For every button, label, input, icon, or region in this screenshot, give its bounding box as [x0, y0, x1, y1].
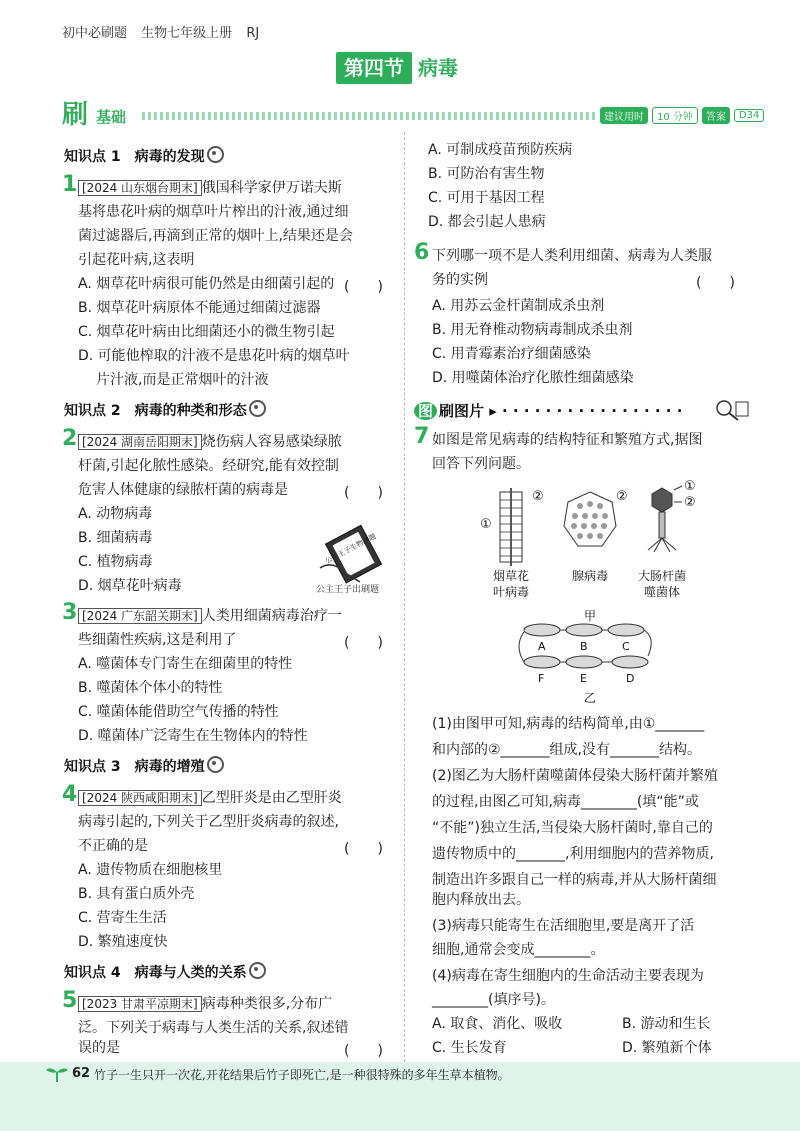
q1-option-c: C. 烟草花叶病由比细菌还小的微生物引起: [78, 324, 335, 340]
q7-sub2-line4: 遗传物质中的_______,利用细胞内的营养物质,: [432, 846, 714, 862]
q7-sub1-line2: 和内部的②_______组成,没有_______结构。: [432, 742, 702, 758]
edition: RJ: [246, 26, 260, 41]
q6-answer-blank: ( ): [696, 275, 735, 291]
q6-number: 6: [414, 240, 430, 265]
figure-jia-label: 甲: [583, 609, 597, 623]
virus-figure: [470, 478, 730, 710]
q7-sub2-line3: “不能”)独立生活,当侵染大肠杆菌时,靠自己的: [432, 820, 713, 836]
section-title: [336, 52, 464, 84]
q7-sub2-line2: 的过程,由图乙可知,病毒________(填“能”或: [432, 794, 699, 810]
shua-logo: 刷: [62, 100, 89, 130]
q3-option-c: C. 噬菌体能借助空气传播的特性: [78, 704, 279, 720]
phage-head: [652, 488, 672, 512]
q6-option-d: D. 用噬菌体治疗化脓性细菌感染: [432, 370, 634, 386]
q1-source: [2024 山东烟台期末]: [78, 180, 202, 196]
picture-section-tag: 图 刷图片 ▸ · · · · · · · · · · · · · · · · ·: [414, 400, 682, 421]
stage-f: F: [538, 672, 545, 685]
answer-label: 答案: [702, 107, 730, 124]
answer-page: D34: [734, 109, 764, 122]
q2-number: 2: [62, 426, 78, 451]
time-box: [600, 107, 764, 124]
q6-line2: 务的实例: [432, 272, 488, 288]
q6-option-c: C. 用青霉素治疗细菌感染: [432, 346, 591, 362]
q3-line1: 人类用细菌病毒治疗一: [201, 608, 342, 624]
q4-number: 4: [62, 782, 78, 807]
page-number: 62: [72, 1066, 91, 1081]
q4-option-d: D. 繁殖速度快: [78, 934, 168, 950]
q2-line1: 烧伤病人容易感染绿脓: [201, 434, 342, 450]
q1-option-b: B. 烟草花叶病原体不能通过细菌过滤器: [78, 300, 321, 316]
q7-sub4-line1: (4)病毒在寄生细胞内的生命活动主要表现为: [432, 968, 704, 984]
q2-option-c: C. 植物病毒: [78, 554, 153, 570]
brush-book-illustration: [314, 520, 396, 590]
q7-option-c: C. 生长发育: [432, 1040, 507, 1056]
q7-option-b: B. 游动和生长: [622, 1016, 711, 1032]
q4-source: [2024 陕西咸阳期末]: [78, 790, 202, 806]
q7-sub2-line5: 制造出许多跟自己一样的病毒,并从大肠杆菌细: [432, 872, 717, 888]
figure-yi-label: 乙: [583, 691, 597, 705]
q5-option-c: C. 可用于基因工程: [428, 190, 545, 206]
q1-line1: 俄国科学家伊万诺夫斯: [201, 180, 342, 196]
q5-option-d: D. 都会引起人患病: [428, 214, 546, 230]
running-header: [62, 22, 269, 41]
knowledge-point-3: 知识点 3 病毒的增殖: [64, 756, 224, 776]
q7-line1: 如图是常见病毒的结构特征和繁殖方式,据图: [432, 432, 703, 448]
q1-answer-blank: ( ): [344, 279, 383, 295]
time-label: 建议用时: [600, 107, 648, 124]
q3-number: 3: [62, 600, 78, 625]
q3-option-a: A. 噬菌体专门寄生在细菌里的特性: [78, 656, 293, 672]
target-icon: [207, 146, 224, 163]
q5-line3: 误的是: [78, 1040, 120, 1056]
sprout-icon: [44, 1062, 70, 1084]
phage-label-1: ①: [684, 479, 696, 494]
q5-option-a: A. 可制成疫苗预防疾病: [428, 142, 573, 158]
target-icon: [207, 756, 224, 773]
illustration-book-title: 公主王子生物刷题: [324, 532, 378, 566]
q2-option-a: A. 动物病毒: [78, 506, 153, 522]
stage-b: B: [580, 640, 588, 653]
stage-a: A: [538, 640, 546, 653]
q1-line4: 引起花叶病,这表明: [78, 252, 195, 268]
knowledge-point-4: 知识点 4 病毒与人类的关系: [64, 962, 266, 982]
book-name: 初中必刷题: [62, 26, 128, 41]
q1-option-a: A. 烟草花叶病很可能仍然是由细菌引起的: [78, 276, 335, 292]
q7-sub2-line1: (2)图乙为大肠杆菌噬菌体侵染大肠杆菌并繁殖: [432, 768, 718, 784]
q1-option-d2: 片汁液,而是正常烟叶的汁液: [96, 372, 269, 388]
column-divider: [404, 132, 405, 1062]
q7-sub2-line6: 胞内释放出去。: [432, 892, 530, 908]
q4-option-c: C. 营寄生生活: [78, 910, 167, 926]
q3-source: [2024 广东韶关期末]: [78, 608, 202, 624]
q7-option-d: D. 繁殖新个体: [622, 1040, 712, 1056]
footer-motto: 竹子一生只开一次花,开花结果后竹子即死亡,是一种很特殊的多年生草本植物。: [94, 1068, 510, 1082]
tmv-label-2: ②: [532, 489, 544, 504]
stage-d: D: [626, 672, 635, 685]
adeno-caption: 腺病毒: [571, 569, 609, 583]
picture-badge: 图: [414, 402, 437, 420]
q2-line2: 杆菌,引起化脓性感染。经研究,能有效控制: [78, 458, 339, 474]
phage-label-2: ②: [684, 495, 696, 510]
q6-option-b: B. 用无脊椎动物病毒制成杀虫剂: [432, 322, 633, 338]
section-name: 病毒: [418, 56, 458, 80]
time-value: 10 分钟: [652, 107, 698, 124]
q5-option-b: B. 可防治有害生物: [428, 166, 545, 182]
q4-answer-blank: ( ): [344, 841, 383, 857]
adeno-label-2: ②: [616, 489, 628, 504]
target-icon: [249, 400, 266, 417]
q5-number: 5: [62, 988, 78, 1013]
stage-e: E: [580, 672, 587, 685]
q2-option-b: B. 细菌病毒: [78, 530, 153, 546]
target-icon: [249, 962, 266, 979]
knowledge-point-2: 知识点 2 病毒的种类和形态: [64, 400, 266, 420]
q7-number: 7: [414, 424, 430, 449]
q5-source: [2023 甘肃平凉期末]: [78, 996, 202, 1012]
q5-line1: 病毒种类很多,分布广: [201, 996, 333, 1012]
q7-option-a: A. 取食、消化、吸收: [432, 1016, 563, 1032]
tmv-caption: 烟草花: [492, 569, 530, 583]
phage-caption: 大肠杆菌: [637, 569, 687, 583]
q3-option-b: B. 噬菌体个体小的特性: [78, 680, 223, 696]
subject-name: 生物七年级上册: [141, 26, 233, 41]
section-number: 第四节: [336, 52, 412, 84]
band-label: 基础: [96, 108, 127, 126]
band-dots: [142, 112, 598, 120]
q1-option-d1: D. 可能他榨取的汁液不是患花叶病的烟草叶: [78, 348, 350, 364]
stage-c: C: [622, 640, 630, 653]
q2-source: [2024 湖南岳阳期末]: [78, 434, 202, 450]
q2-option-d: D. 烟草花叶病毒: [78, 578, 182, 594]
q7-line2: 回答下列问题。: [432, 456, 530, 472]
q4-line2: 病毒引起的,下列关于乙型肝炎病毒的叙述,: [78, 814, 339, 830]
q1-line2: 基将患花叶病的烟草叶片榨出的汁液,通过细: [78, 204, 349, 220]
tmv-caption-2: 叶病毒: [492, 585, 530, 599]
q1-line3: 菌过滤器后,再滴到正常的烟叶上,结果还是会: [78, 228, 353, 244]
q4-line3: 不正确的是: [78, 838, 148, 854]
q2-line3: 危害人体健康的绿脓杆菌的病毒是: [78, 482, 288, 498]
q7-sub1-line1: (1)由图甲可知,病毒的结构简单,由①_______: [432, 716, 705, 732]
image-watermark: 公主王子出刷题: [316, 585, 380, 595]
q3-line2: 些细菌性疾病,这是利用了: [78, 632, 237, 648]
picture-label: 刷图片: [439, 402, 485, 420]
q6-option-a: A. 用苏云金杆菌制成杀虫剂: [432, 298, 605, 314]
q1-number: 1: [62, 172, 78, 197]
magnifier-icon: [712, 398, 752, 422]
knowledge-point-1: 知识点 1 病毒的发现: [64, 146, 224, 166]
q7-sub3-line2: 细胞,通常会变成________。: [432, 942, 605, 958]
q4-option-b: B. 具有蛋白质外壳: [78, 886, 195, 902]
q3-option-d: D. 噬菌体广泛寄生在生物体内的特性: [78, 728, 308, 744]
q2-answer-blank: ( ): [344, 485, 383, 501]
q5-answer-blank: ( ): [344, 1043, 383, 1059]
q5-line2: 泛。下列关于病毒与人类生活的关系,叙述错: [78, 1020, 349, 1036]
q7-sub4-line2: ________(填序号)。: [432, 992, 555, 1008]
q3-answer-blank: ( ): [344, 635, 383, 651]
q4-option-a: A. 遗传物质在细胞核里: [78, 862, 223, 878]
q4-line1: 乙型肝炎是由乙型肝炎: [201, 790, 342, 806]
tmv-label-1: ①: [480, 517, 492, 532]
q7-sub3-line1: (3)病毒只能寄生在活细胞里,要是离开了活: [432, 918, 695, 934]
phage-caption-2: 噬菌体: [643, 585, 681, 599]
q6-line1: 下列哪一项不是人类利用细菌、病毒为人类服: [432, 248, 712, 264]
